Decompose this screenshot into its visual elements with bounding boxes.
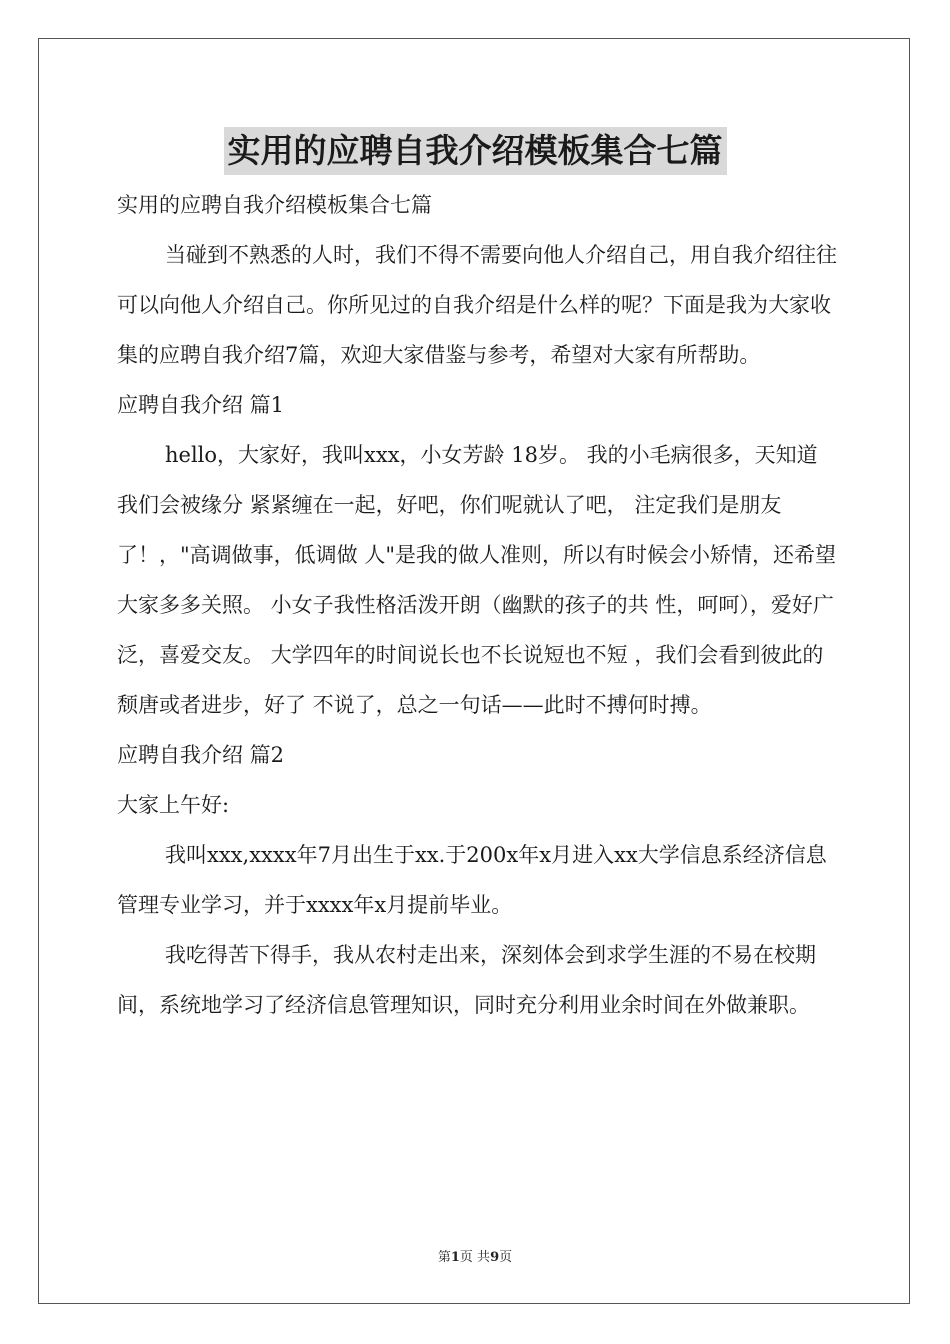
document-body bbox=[117, 180, 837, 1030]
paragraph-greeting: 大家上午好: bbox=[117, 793, 230, 817]
paragraph-subtitle: 实用的应聘自我介绍模板集合七篇 bbox=[117, 193, 432, 217]
footer-suffix: 页 bbox=[499, 1250, 513, 1265]
paragraph-section-2b: 我吃得苦下得手，我从农村走出来，深刻体会到求学生涯的不易在校期间，系统地学习了经济信息管理知识，同时充分利用业余时间在外做兼职。 bbox=[117, 943, 816, 1017]
footer-mid: 页 共 bbox=[459, 1250, 491, 1265]
section-heading-1: 应聘自我介绍 篇1 bbox=[117, 393, 285, 417]
paragraph-section-2a: 我叫xxx,xxxx年7月出生于xx.于200x年x月进入xx大学信息系经济信息管理专业学习，并于xxxx年x月提前毕业。 bbox=[117, 843, 827, 917]
paragraph-section-1: hello，大家好，我叫xxx，小女芳龄 18岁。 我的小毛病很多，天知道我们会被缘分 紧紧缠在一起，好吧，你们呢就认了吧， 注定我们是朋友了！，"高调做事，低调做 人"是我的做人准则，所以有时候会小矫情，还希望大家多多关照。 小女子我性格活泼开朗（幽默的孩子的共 性，呵呵），爱好广泛，喜爱交友。 大学四年的时间说长也不长说短也不短 ，我们会看到彼此的颓唐或者进步，好了 不说了，总之一句话——此时不搏何时搏。 bbox=[117, 443, 836, 717]
title-container bbox=[0, 127, 950, 175]
document-title: 实用的应聘自我介绍模板集合七篇 bbox=[224, 127, 727, 175]
footer-prefix: 第 bbox=[437, 1250, 451, 1265]
paragraph-intro: 当碰到不熟悉的人时，我们不得不需要向他人介绍自己，用自我介绍往往可以向他人介绍自己。你所见过的自我介绍是什么样的呢？下面是我为大家收集的应聘自我介绍7篇，欢迎大家借鉴与参考，希望对大家有所帮助。 bbox=[117, 243, 837, 367]
section-heading-2: 应聘自我介绍 篇2 bbox=[117, 743, 285, 767]
page-footer bbox=[0, 1246, 950, 1265]
footer-total-pages: 9 bbox=[490, 1250, 500, 1265]
footer-current-page: 1 bbox=[450, 1250, 460, 1265]
